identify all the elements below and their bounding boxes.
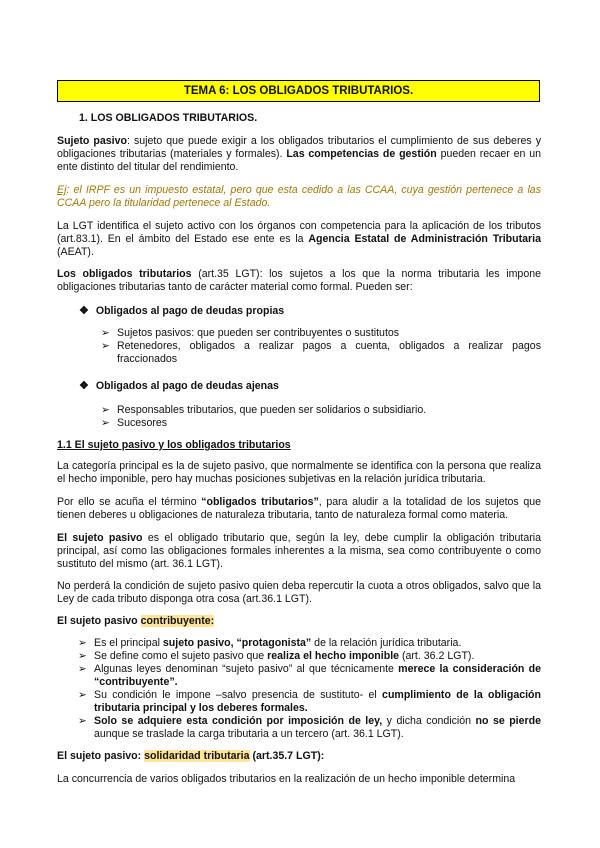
section-heading-1: 1. LOS OBLIGADOS TRIBUTARIOS. [79, 112, 258, 124]
arrow-bullet-icon: ➢ [101, 417, 110, 429]
list-item: ➢ Responsables tributarios, que pueden ser solidarios o subsidiario. [101, 404, 427, 416]
heading-contribuyente: El sujeto pasivo contribuyente: [57, 615, 215, 627]
group-deudas-ajenas: ❖ Obligados al pago de deudas ajenas [79, 380, 279, 392]
list-item: ➢ Algunas leyes denominan “sujeto pasivo” al que técnicamente merece la consideración de “contribuyente”. [78, 663, 541, 689]
list-item: ➢ Sucesores [101, 417, 168, 429]
list-item: ➢ Su condición le impone –salvo presencia de sustituto- el cumplimiento de la obligación tributaria principal y los deberes formales. [78, 689, 541, 715]
example-note: Ej: el IRPF es un impuesto estatal, pero que esta cedido a las CCAA, cuya gestión pertenece a las CCAA pero la titularidad pertenece al Estado. [57, 184, 541, 210]
arrow-bullet-icon: ➢ [101, 327, 110, 339]
list-item: ➢ Se define como el sujeto pasivo que realiza el hecho imponible (art. 36.2 LGT). [78, 650, 475, 662]
paragraph-obligados: Los obligados tributarios (art.35 LGT): los sujetos a los que la norma tributaria les impone obligaciones tributarias tanto de carácter material como formal. Pueden ser: [57, 268, 541, 294]
arrow-bullet-icon: ➢ [78, 637, 87, 649]
arrow-bullet-icon: ➢ [78, 663, 87, 675]
list-item: ➢ Retenedores, obligados a realizar pagos a cuenta, obligados a realizar pagos fraccionados [101, 340, 541, 366]
list-item: ➢ Sujetos pasivos: que pueden ser contribuyentes o sustitutos [101, 327, 400, 339]
section-heading-1-1: 1.1 El sujeto pasivo y los obligados tributarios [57, 439, 291, 451]
paragraph-concurrencia: La concurrencia de varios obligados tributarios en la realización de un hecho imponible determina [57, 773, 516, 785]
heading-solidaridad: El sujeto pasivo: solidaridad tributaria (art.35.7 LGT): [57, 750, 325, 762]
page-title: TEMA 6: LOS OBLIGADOS TRIBUTARIOS. [57, 80, 540, 102]
list-item: ➢ Solo se adquiere esta condición por imposición de ley, y dicha condición no se pierde aunque se traslade la carga tributaria a un tercero (art. 36.1 LGT). [78, 715, 541, 741]
paragraph-sujeto-pasivo: Sujeto pasivo: sujeto que puede exigir a los obligados tributarios el cumplimiento de sus deberes y obligaciones tributarias (materiales y formales). Las competencias de gestión pueden recaer en un ente distinto del titular del rendimiento. [57, 135, 541, 174]
arrow-bullet-icon: ➢ [101, 340, 110, 352]
arrow-bullet-icon: ➢ [78, 689, 87, 701]
paragraph-obligados-tributarios: Por ello se acuña el término “obligados tributarios”, para aludir a la totalidad de los sujetos que tienen deberes u obligaciones de naturaleza tributaria, tanto de naturaleza formal como materia. [57, 496, 541, 522]
diamond-bullet-icon: ❖ [79, 305, 89, 317]
paragraph-categoria: La categoría principal es la de sujeto pasivo, que normalmente se identifica con la persona que realiza el hecho imponible, pero hay muchas posiciones subjetivas en la relación jurídica tributaria. [57, 460, 541, 486]
arrow-bullet-icon: ➢ [101, 404, 110, 416]
arrow-bullet-icon: ➢ [78, 715, 87, 727]
paragraph-lgt: La LGT identifica el sujeto activo con los órganos con competencia para la aplicación de los tributos (art.83.1). En el ámbito del Estado ese ente es la Agencia Estatal de Administración Tributaria (AEAT). [57, 220, 541, 259]
paragraph-sujeto-pasivo-def: El sujeto pasivo es el obligado tributario que, según la ley, debe cumplir la obligación tributaria principal, así como las obligaciones formales inherentes a la misma, sea como contribuyente o como sustituto del mismo (art. 36.1 LGT). [57, 532, 541, 571]
diamond-bullet-icon: ❖ [79, 380, 89, 392]
arrow-bullet-icon: ➢ [78, 650, 87, 662]
group-deudas-propias: ❖ Obligados al pago de deudas propias [79, 305, 285, 317]
list-item: ➢ Es el principal sujeto pasivo, “protagonista” de la relación jurídica tributaria. [78, 637, 462, 649]
paragraph-no-perdera: No perderá la condición de sujeto pasivo quien deba repercutir la cuota a otros obligados, salvo que la Ley de cada tributo disponga otra cosa (art.36.1 LGT). [57, 580, 541, 606]
